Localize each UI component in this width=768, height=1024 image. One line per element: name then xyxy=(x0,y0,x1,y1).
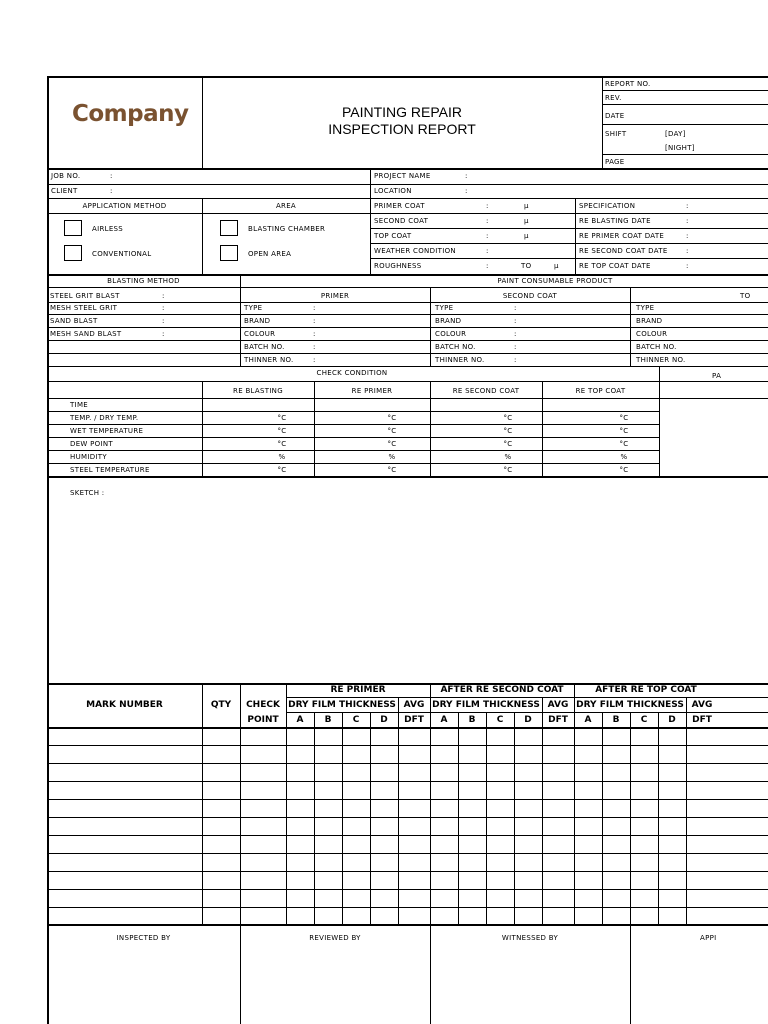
unit-r2-c4: °C xyxy=(619,427,629,435)
second-batch: BATCH NO. xyxy=(435,343,476,351)
dft-col-line xyxy=(458,712,459,924)
job-no-label: JOB NO. xyxy=(51,172,81,180)
dft-3: DFT xyxy=(692,715,712,725)
application-method-title: APPLICATION METHOD xyxy=(82,202,167,210)
dft-row-line xyxy=(47,835,768,836)
primer-colour: COLOUR xyxy=(244,330,276,338)
primer-thinner: THINNER NO. xyxy=(244,356,294,364)
blasting-chamber-checkbox[interactable] xyxy=(220,220,238,236)
shift-day: [DAY] xyxy=(665,130,686,138)
dft-row-line xyxy=(47,745,768,746)
g2-d: D xyxy=(524,715,532,725)
unit-r4-c2: % xyxy=(388,453,396,461)
second-colour: COLOUR xyxy=(435,330,467,338)
dry-film-1: DRY FILM THICKNESS xyxy=(288,700,396,710)
steel-temp-row-label: STEEL TEMPERATURE xyxy=(70,466,150,474)
roughness-colon: : xyxy=(486,262,489,270)
primer-colour-colon: : xyxy=(313,330,316,338)
open-area-checkbox[interactable] xyxy=(220,245,238,261)
client-colon: : xyxy=(110,187,113,195)
airless-checkbox[interactable] xyxy=(64,220,82,236)
humidity-row-label: HUMIDITY xyxy=(70,453,107,461)
second-coat-header: SECOND COAT xyxy=(502,292,558,300)
check-header: CHECK xyxy=(246,700,280,710)
specification-label: SPECIFICATION xyxy=(579,202,636,210)
unit-r3-c3: °C xyxy=(503,440,513,448)
unit-r2-c3: °C xyxy=(503,427,513,435)
re-blasting-date-label: RE BLASTING DATE xyxy=(579,217,651,225)
point-header: POINT xyxy=(247,715,279,725)
dft-col-line xyxy=(370,712,371,924)
unit-r4-c1: % xyxy=(278,453,286,461)
g2-b: B xyxy=(468,715,476,725)
pa-header: PA xyxy=(712,372,722,380)
dft-2: DFT xyxy=(548,715,568,725)
g3-b: B xyxy=(612,715,620,725)
dry-film-3: DRY FILM THICKNESS xyxy=(576,700,684,710)
dft-row-line xyxy=(47,781,768,782)
roughness-unit: μ xyxy=(554,262,559,270)
dew-point-row-label: DEW POINT xyxy=(70,440,113,448)
unit-r3-c1: °C xyxy=(277,440,287,448)
company-logo: Company xyxy=(72,101,189,127)
g2-a: A xyxy=(440,715,448,725)
blasting-chamber-label: BLASTING CHAMBER xyxy=(248,225,326,233)
g3-d: D xyxy=(668,715,676,725)
page-label: PAGE xyxy=(605,158,625,166)
primer-brand-colon: : xyxy=(313,317,316,325)
unit-r3-c2: °C xyxy=(387,440,397,448)
avg-1: AVG xyxy=(403,700,425,710)
unit-r5-c4: °C xyxy=(619,466,629,474)
mark-number-header: MARK NUMBER xyxy=(86,700,163,710)
unit-r4-c4: % xyxy=(620,453,628,461)
primer-batch-colon: : xyxy=(313,343,316,351)
dft-col-line xyxy=(486,712,487,924)
re-top-coat-date-label: RE TOP COAT DATE xyxy=(579,262,651,270)
dft-col-line xyxy=(514,712,515,924)
time-row-label: TIME xyxy=(70,401,89,409)
second-brand-colon: : xyxy=(514,317,517,325)
sand-blast-label: SAND BLAST xyxy=(50,317,98,325)
primer-thinner-colon: : xyxy=(313,356,316,364)
witnessed-by-label: WITNESSED BY xyxy=(501,934,559,942)
re-top-date-colon: : xyxy=(686,262,689,270)
paint-consumable-title: PAINT CONSUMABLE PRODUCT xyxy=(497,277,613,285)
open-area-label: OPEN AREA xyxy=(248,250,292,258)
weather-colon: : xyxy=(486,247,489,255)
inspected-by-label: INSPECTED BY xyxy=(116,934,171,942)
sand-blast-colon: : xyxy=(162,317,165,325)
dft-row-line xyxy=(47,817,768,818)
second-brand: BRAND xyxy=(435,317,462,325)
client-label: CLIENT xyxy=(51,187,78,195)
dft-row-line xyxy=(47,907,768,908)
title-line-2: INSPECTION REPORT xyxy=(328,121,476,137)
unit-r1-c1: °C xyxy=(277,414,287,422)
top-type: TYPE xyxy=(636,304,655,312)
dft-col-line xyxy=(630,712,631,924)
primer-type: TYPE xyxy=(244,304,263,312)
unit-r1-c3: °C xyxy=(503,414,513,422)
top-coat-label: TOP COAT xyxy=(374,232,412,240)
dft-row-line xyxy=(47,889,768,890)
second-type: TYPE xyxy=(435,304,454,312)
unit-r1-c4: °C xyxy=(619,414,629,422)
g1-a: A xyxy=(296,715,304,725)
avg-2: AVG xyxy=(547,700,569,710)
shift-label: SHIFT xyxy=(605,130,627,138)
dft-row-line xyxy=(47,871,768,872)
top-coat-unit: μ xyxy=(524,232,529,240)
unit-r4-c3: % xyxy=(504,453,512,461)
second-coat-label: SECOND COAT xyxy=(374,217,429,225)
second-coat-colon: : xyxy=(486,217,489,225)
location-label: LOCATION xyxy=(374,187,412,195)
report-title xyxy=(250,104,554,138)
report-no-label: REPORT NO. xyxy=(605,80,651,88)
second-thinner-colon: : xyxy=(514,356,517,364)
dry-film-2: DRY FILM THICKNESS xyxy=(432,700,540,710)
project-name-label: PROJECT NAME xyxy=(374,172,431,180)
re-blasting-date-colon: : xyxy=(686,217,689,225)
g1-c: C xyxy=(352,715,360,725)
unit-r5-c1: °C xyxy=(277,466,287,474)
g3-a: A xyxy=(584,715,592,725)
reviewed-by-label: REVIEWED BY xyxy=(309,934,361,942)
rev-label: REV. xyxy=(605,94,622,102)
steel-grit-blast-label: STEEL GRIT BLAST xyxy=(50,292,120,300)
dft-1: DFT xyxy=(404,715,424,725)
qty-header: QTY xyxy=(210,700,232,710)
re-top-coat-col: RE TOP COAT xyxy=(575,387,626,395)
temp-dry-row-label: TEMP. / DRY TEMP. xyxy=(70,414,139,422)
re-primer-coat-date-label: RE PRIMER COAT DATE xyxy=(579,232,665,240)
dft-row-line xyxy=(47,853,768,854)
top-coat-header: TO xyxy=(740,292,751,300)
date-label: DATE xyxy=(605,112,625,120)
second-batch-colon: : xyxy=(514,343,517,351)
top-brand: BRAND xyxy=(636,317,663,325)
project-name-colon: : xyxy=(465,172,468,180)
primer-coat-label: PRIMER COAT xyxy=(374,202,425,210)
check-condition-title: CHECK CONDITION xyxy=(316,369,388,377)
g3-c: C xyxy=(640,715,648,725)
second-colour-colon: : xyxy=(514,330,517,338)
dft-col-line xyxy=(314,712,315,924)
re-second-coat-date-label: RE SECOND COAT DATE xyxy=(579,247,668,255)
weather-condition-label: WEATHER CONDITION xyxy=(374,247,456,255)
g1-b: B xyxy=(324,715,332,725)
primer-coat-colon: : xyxy=(486,202,489,210)
dft-col-line xyxy=(342,712,343,924)
job-no-colon: : xyxy=(110,172,113,180)
after-re-second-coat-group: AFTER RE SECOND COAT xyxy=(440,685,564,695)
re-primer-group: RE PRIMER xyxy=(330,685,386,695)
second-type-colon: : xyxy=(514,304,517,312)
specification-colon: : xyxy=(686,202,689,210)
area-title: AREA xyxy=(275,202,297,210)
g1-d: D xyxy=(380,715,388,725)
dft-col-line xyxy=(658,712,659,924)
mesh-steel-colon: : xyxy=(162,304,165,312)
top-batch: BATCH NO. xyxy=(636,343,677,351)
roughness-label: ROUGHNESS xyxy=(374,262,422,270)
g2-c: C xyxy=(496,715,504,725)
second-coat-unit: μ xyxy=(524,217,529,225)
dft-col-line xyxy=(602,712,603,924)
primer-batch: BATCH NO. xyxy=(244,343,285,351)
unit-r5-c2: °C xyxy=(387,466,397,474)
re-second-coat-col: RE SECOND COAT xyxy=(452,387,520,395)
primer-coat-unit: μ xyxy=(524,202,529,210)
location-colon: : xyxy=(465,187,468,195)
top-colour: COLOUR xyxy=(636,330,668,338)
sketch-area[interactable] xyxy=(49,500,768,680)
re-blasting-col: RE BLASTING xyxy=(233,387,283,395)
primer-header: PRIMER xyxy=(320,292,350,300)
mesh-sand-blast-label: MESH SAND BLAST xyxy=(50,330,122,338)
after-re-top-coat-group: AFTER RE TOP COAT xyxy=(595,685,697,695)
title-line-1: PAINTING REPAIR xyxy=(341,104,463,120)
blasting-method-title: BLASTING METHOD xyxy=(107,277,180,285)
mesh-sand-colon: : xyxy=(162,330,165,338)
mesh-steel-grit-label: MESH STEEL GRIT xyxy=(50,304,118,312)
top-thinner: THINNER NO. xyxy=(636,356,686,364)
unit-r3-c4: °C xyxy=(619,440,629,448)
sketch-label: SKETCH : xyxy=(70,489,105,497)
unit-r1-c2: °C xyxy=(387,414,397,422)
avg-3: AVG xyxy=(691,700,713,710)
conventional-checkbox[interactable] xyxy=(64,245,82,261)
steel-grit-colon: : xyxy=(162,292,165,300)
re-primer-col: RE PRIMER xyxy=(351,387,393,395)
dft-row-line xyxy=(47,799,768,800)
unit-r2-c1: °C xyxy=(277,427,287,435)
unit-r5-c3: °C xyxy=(503,466,513,474)
top-coat-colon: : xyxy=(486,232,489,240)
roughness-to: TO xyxy=(521,262,532,270)
re-second-date-colon: : xyxy=(686,247,689,255)
wet-temp-row-label: WET TEMPERATURE xyxy=(70,427,144,435)
dft-row-line xyxy=(47,763,768,764)
primer-brand: BRAND xyxy=(244,317,271,325)
unit-r2-c2: °C xyxy=(387,427,397,435)
airless-label: AIRLESS xyxy=(92,225,124,233)
conventional-label: CONVENTIONAL xyxy=(92,250,152,258)
second-thinner: THINNER NO. xyxy=(435,356,485,364)
approved-by-label: APPI xyxy=(700,934,717,942)
shift-night: [NIGHT] xyxy=(665,144,695,152)
re-primer-date-colon: : xyxy=(686,232,689,240)
primer-type-colon: : xyxy=(313,304,316,312)
